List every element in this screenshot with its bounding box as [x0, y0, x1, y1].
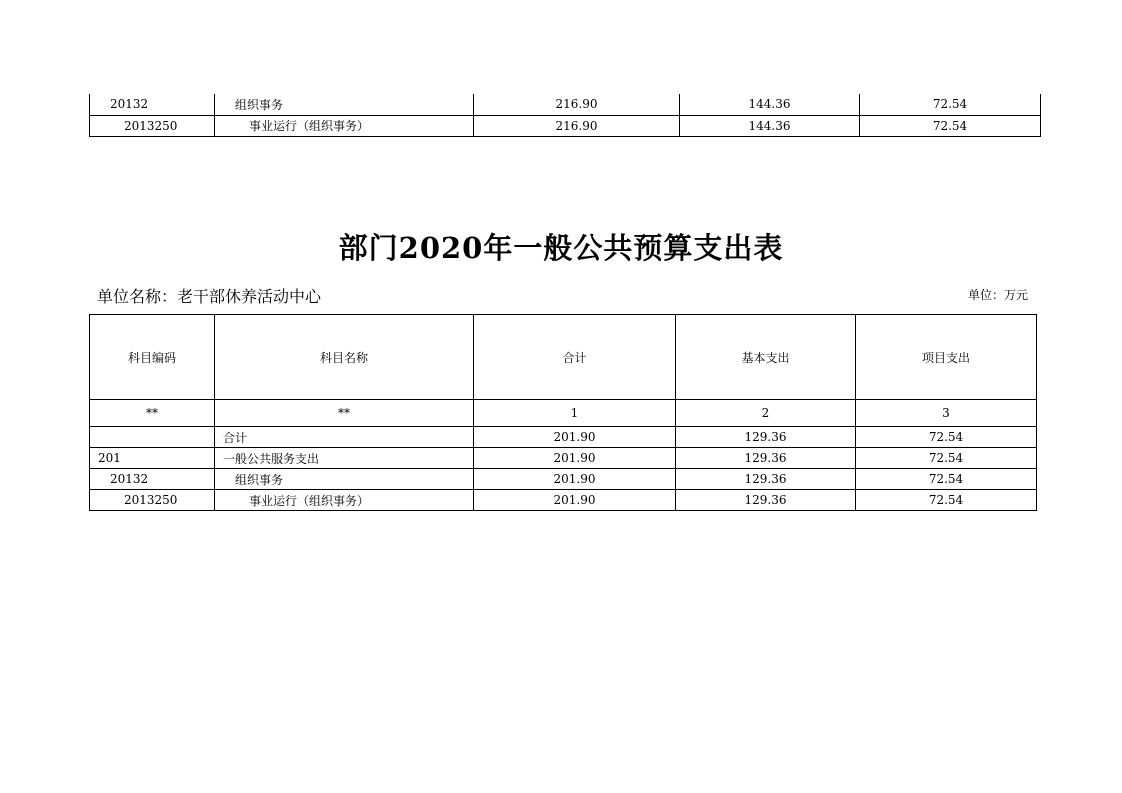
- total-cell: 216.90: [474, 115, 680, 136]
- index-name: **: [215, 400, 474, 427]
- total-cell: 201.90: [474, 490, 676, 511]
- table-row: [90, 448, 1037, 469]
- basic-expense-cell: 129.36: [676, 469, 856, 490]
- project-expense-cell: 72.54: [856, 448, 1037, 469]
- subject-name-cell: 组织事务: [215, 94, 474, 115]
- subject-code-cell: 2013250: [90, 490, 215, 511]
- subject-name-cell: 组织事务: [215, 469, 474, 490]
- basic-expense-cell: 129.36: [676, 490, 856, 511]
- table-header-row: [90, 315, 1037, 400]
- header-total: 合计: [474, 315, 676, 400]
- subject-name-cell: 一般公共服务支出: [215, 448, 474, 469]
- subject-code-cell: 20132: [90, 94, 215, 115]
- page-title: 部门2020年一般公共预算支出表: [338, 231, 784, 265]
- header-project-expense: 项目支出: [856, 315, 1037, 400]
- basic-expense-cell: 144.36: [680, 115, 860, 136]
- unit-name: 单位名称：老干部休养活动中心: [97, 287, 322, 306]
- index-code: **: [90, 400, 215, 427]
- project-expense-cell: 72.54: [860, 94, 1041, 115]
- header-subject-name: 科目名称: [215, 315, 474, 400]
- subject-code-cell: [90, 427, 215, 448]
- project-expense-cell: 72.54: [856, 469, 1037, 490]
- total-cell: 201.90: [474, 469, 676, 490]
- project-expense-cell: 72.54: [860, 115, 1041, 136]
- index-project: 3: [856, 400, 1037, 427]
- project-expense-cell: 72.54: [856, 490, 1037, 511]
- basic-expense-cell: 129.36: [676, 427, 856, 448]
- unit-measure: 单位：万元: [967, 288, 1028, 302]
- index-basic: 2: [676, 400, 856, 427]
- header-basic-expense: 基本支出: [676, 315, 856, 400]
- subject-name-cell: 合计: [215, 427, 474, 448]
- table-row: [90, 94, 1041, 115]
- table-row: [90, 469, 1037, 490]
- basic-expense-cell: 129.36: [676, 448, 856, 469]
- budget-expenditure-table: [89, 314, 1037, 511]
- total-cell: 201.90: [474, 448, 676, 469]
- subject-code-cell: 201: [90, 448, 215, 469]
- header-subject-code: 科目编码: [90, 315, 215, 400]
- total-cell: 216.90: [474, 94, 680, 115]
- subject-name-cell: 事业运行（组织事务）: [215, 115, 474, 136]
- subject-code-cell: 20132: [90, 469, 215, 490]
- total-cell: 201.90: [474, 427, 676, 448]
- subject-code-cell: 2013250: [90, 115, 215, 136]
- index-total: 1: [474, 400, 676, 427]
- subject-name-cell: 事业运行（组织事务）: [215, 490, 474, 511]
- table-row: [90, 427, 1037, 448]
- project-expense-cell: 72.54: [856, 427, 1037, 448]
- continued-budget-table: [89, 94, 1041, 137]
- table-row: [90, 115, 1041, 136]
- table-row: [90, 490, 1037, 511]
- basic-expense-cell: 144.36: [680, 94, 860, 115]
- table-index-row: [90, 400, 1037, 427]
